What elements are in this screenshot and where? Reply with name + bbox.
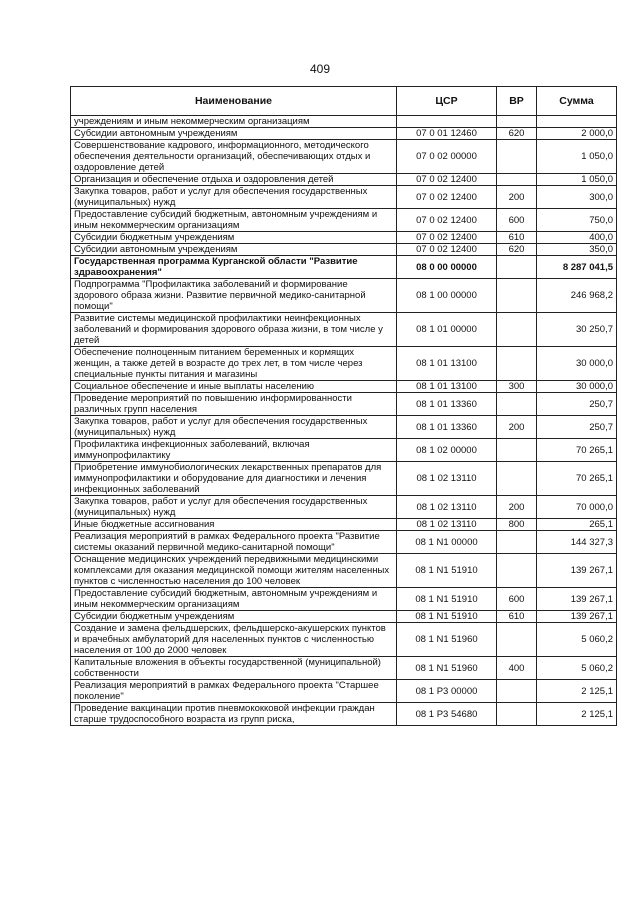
header-csr: ЦСР: [397, 87, 497, 116]
cell-sum: 2 125,1: [537, 703, 617, 726]
cell-sum: [537, 116, 617, 128]
cell-name: Подпрограмма "Профилактика заболеваний и формирование здорового образа жизни. Развитие первичной медико-санитарной помощи": [71, 279, 397, 313]
cell-vr: 620: [497, 244, 537, 256]
cell-sum: 70 265,1: [537, 439, 617, 462]
cell-vr: [497, 116, 537, 128]
cell-sum: 250,7: [537, 393, 617, 416]
table-row: [71, 416, 617, 439]
cell-sum: 1 050,0: [537, 140, 617, 174]
cell-vr: [497, 174, 537, 186]
table-row: [71, 703, 617, 726]
cell-sum: 5 060,2: [537, 623, 617, 657]
cell-name: Государственная программа Курганской области "Развитие здравоохранения": [71, 256, 397, 279]
table-row: [71, 186, 617, 209]
cell-vr: [497, 256, 537, 279]
table-row: [71, 496, 617, 519]
cell-name: Совершенствование кадрового, информационного, методического обеспечения деятельности организаций, обеспечивающих отдых и оздоровление детей: [71, 140, 397, 174]
table-row: [71, 313, 617, 347]
table-row: [71, 256, 617, 279]
cell-vr: 610: [497, 611, 537, 623]
cell-sum: 265,1: [537, 519, 617, 531]
cell-name: Приобретение иммунобиологических лекарственных препаратов для иммунопрофилактики и оборудование для диагностики и лечения инфекционных заболеваний: [71, 462, 397, 496]
cell-vr: [497, 703, 537, 726]
cell-vr: [497, 680, 537, 703]
table-row: [71, 128, 617, 140]
table-header-row: [71, 87, 617, 116]
cell-csr: 08 1 P3 00000: [397, 680, 497, 703]
table-row: [71, 232, 617, 244]
cell-csr: 07 0 02 00000: [397, 140, 497, 174]
table-row: [71, 680, 617, 703]
cell-csr: 08 1 N1 00000: [397, 531, 497, 554]
cell-name: Организация и обеспечение отдыха и оздоровления детей: [71, 174, 397, 186]
cell-vr: [497, 140, 537, 174]
cell-name: Проведение вакцинации против пневмококковой инфекции граждан старше трудоспособного возраста из групп риска,: [71, 703, 397, 726]
table-row: [71, 174, 617, 186]
table-row: [71, 611, 617, 623]
cell-csr: 08 1 N1 51910: [397, 611, 497, 623]
cell-vr: [497, 462, 537, 496]
cell-vr: 800: [497, 519, 537, 531]
cell-sum: 300,0: [537, 186, 617, 209]
cell-sum: 70 265,1: [537, 462, 617, 496]
cell-vr: [497, 531, 537, 554]
cell-name: Субсидии бюджетным учреждениям: [71, 611, 397, 623]
cell-vr: 600: [497, 588, 537, 611]
cell-csr: 08 1 N1 51960: [397, 623, 497, 657]
cell-sum: 144 327,3: [537, 531, 617, 554]
table-row: [71, 657, 617, 680]
table-row: [71, 623, 617, 657]
table-row: [71, 462, 617, 496]
cell-name: Социальное обеспечение и иные выплаты населению: [71, 381, 397, 393]
table-row: [71, 140, 617, 174]
cell-sum: 30 250,7: [537, 313, 617, 347]
cell-vr: [497, 279, 537, 313]
cell-csr: 08 1 N1 51910: [397, 554, 497, 588]
cell-csr: 07 0 02 12400: [397, 209, 497, 232]
cell-sum: 30 000,0: [537, 347, 617, 381]
table-row: [71, 519, 617, 531]
cell-vr: [497, 623, 537, 657]
table-row: [71, 244, 617, 256]
cell-vr: 200: [497, 496, 537, 519]
cell-name: Иные бюджетные ассигнования: [71, 519, 397, 531]
cell-sum: 350,0: [537, 244, 617, 256]
cell-name: Реализация мероприятий в рамках Федерального проекта "Старшее поколение": [71, 680, 397, 703]
table-row: [71, 531, 617, 554]
cell-name: учреждениям и иным некоммерческим организациям: [71, 116, 397, 128]
cell-name: Субсидии бюджетным учреждениям: [71, 232, 397, 244]
cell-name: Закупка товаров, работ и услуг для обеспечения государственных (муниципальных) нужд: [71, 496, 397, 519]
cell-vr: [497, 439, 537, 462]
cell-csr: 08 1 02 13110: [397, 496, 497, 519]
cell-csr: 08 1 02 13110: [397, 462, 497, 496]
cell-csr: 08 1 P3 54680: [397, 703, 497, 726]
table-row: [71, 209, 617, 232]
cell-name: Развитие системы медицинской профилактики неинфекционных заболеваний и формирования здорового образа жизни, в том числе у детей: [71, 313, 397, 347]
page-number: 409: [309, 62, 331, 76]
cell-sum: 5 060,2: [537, 657, 617, 680]
cell-name: Предоставление субсидий бюджетным, автономным учреждениям и иным некоммерческим организациям: [71, 209, 397, 232]
table-row: [71, 554, 617, 588]
table-row: [71, 381, 617, 393]
cell-vr: 600: [497, 209, 537, 232]
budget-table: [70, 86, 617, 726]
cell-csr: 07 0 01 12460: [397, 128, 497, 140]
cell-csr: 08 1 00 00000: [397, 279, 497, 313]
cell-csr: 07 0 02 12400: [397, 174, 497, 186]
cell-sum: 30 000,0: [537, 381, 617, 393]
cell-sum: 70 000,0: [537, 496, 617, 519]
cell-csr: 07 0 02 12400: [397, 244, 497, 256]
cell-csr: 08 1 01 13360: [397, 393, 497, 416]
cell-name: Оснащение медицинских учреждений передвижными медицинскими комплексами для оказания медицинской помощи жителям населенных пунктов с численностью населения до 100 человек: [71, 554, 397, 588]
cell-vr: 620: [497, 128, 537, 140]
cell-csr: 07 0 02 12400: [397, 186, 497, 209]
table-body: [71, 116, 617, 726]
cell-name: Проведение мероприятий по повышению информированности различных групп населения: [71, 393, 397, 416]
cell-csr: 07 0 02 12400: [397, 232, 497, 244]
cell-name: Субсидии автономным учреждениям: [71, 244, 397, 256]
cell-csr: 08 1 01 13360: [397, 416, 497, 439]
cell-sum: 139 267,1: [537, 554, 617, 588]
cell-csr: 08 1 N1 51910: [397, 588, 497, 611]
table-row: [71, 393, 617, 416]
cell-vr: 200: [497, 416, 537, 439]
cell-csr: 08 1 02 13110: [397, 519, 497, 531]
cell-name: Профилактика инфекционных заболеваний, включая иммунопрофилактику: [71, 439, 397, 462]
cell-vr: [497, 393, 537, 416]
cell-name: Обеспечение полноценным питанием беременных и кормящих женщин, а также детей в возрасте до трех лет, в том числе через специальные пункты питания и магазины: [71, 347, 397, 381]
cell-name: Реализация мероприятий в рамках Федерального проекта "Развитие системы оказаний первичной медико-санитарной помощи": [71, 531, 397, 554]
cell-csr: 08 1 01 13100: [397, 347, 497, 381]
cell-csr: 08 1 02 00000: [397, 439, 497, 462]
cell-vr: [497, 313, 537, 347]
header-vr: ВР: [497, 87, 537, 116]
table-row: [71, 347, 617, 381]
cell-name: Субсидии автономным учреждениям: [71, 128, 397, 140]
cell-name: Закупка товаров, работ и услуг для обеспечения государственных (муниципальных) нужд: [71, 186, 397, 209]
header-sum: Сумма: [537, 87, 617, 116]
cell-name: Капитальные вложения в объекты государственной (муниципальной) собственности: [71, 657, 397, 680]
cell-csr: 08 1 01 00000: [397, 313, 497, 347]
cell-sum: 250,7: [537, 416, 617, 439]
cell-csr: 08 0 00 00000: [397, 256, 497, 279]
cell-sum: 139 267,1: [537, 588, 617, 611]
cell-name: Предоставление субсидий бюджетным, автономным учреждениям и иным некоммерческим организациям: [71, 588, 397, 611]
table-row: [71, 588, 617, 611]
cell-sum: 2 000,0: [537, 128, 617, 140]
cell-sum: 8 287 041,5: [537, 256, 617, 279]
cell-csr: 08 1 N1 51960: [397, 657, 497, 680]
cell-vr: 610: [497, 232, 537, 244]
cell-vr: 400: [497, 657, 537, 680]
cell-name: Закупка товаров, работ и услуг для обеспечения государственных (муниципальных) нужд: [71, 416, 397, 439]
cell-csr: [397, 116, 497, 128]
cell-vr: 200: [497, 186, 537, 209]
cell-sum: 246 968,2: [537, 279, 617, 313]
table-row: [71, 279, 617, 313]
cell-vr: 300: [497, 381, 537, 393]
cell-name: Создание и замена фельдшерских, фельдшерско-акушерских пунктов и врачебных амбулаторий для населенных пунктов с численностью населения от 100 до 2000 человек: [71, 623, 397, 657]
cell-csr: 08 1 01 13100: [397, 381, 497, 393]
cell-sum: 1 050,0: [537, 174, 617, 186]
cell-sum: 750,0: [537, 209, 617, 232]
cell-vr: [497, 554, 537, 588]
cell-sum: 400,0: [537, 232, 617, 244]
cell-vr: [497, 347, 537, 381]
table-row: [71, 116, 617, 128]
cell-sum: 139 267,1: [537, 611, 617, 623]
cell-sum: 2 125,1: [537, 680, 617, 703]
header-name: Наименование: [71, 87, 397, 116]
table-row: [71, 439, 617, 462]
